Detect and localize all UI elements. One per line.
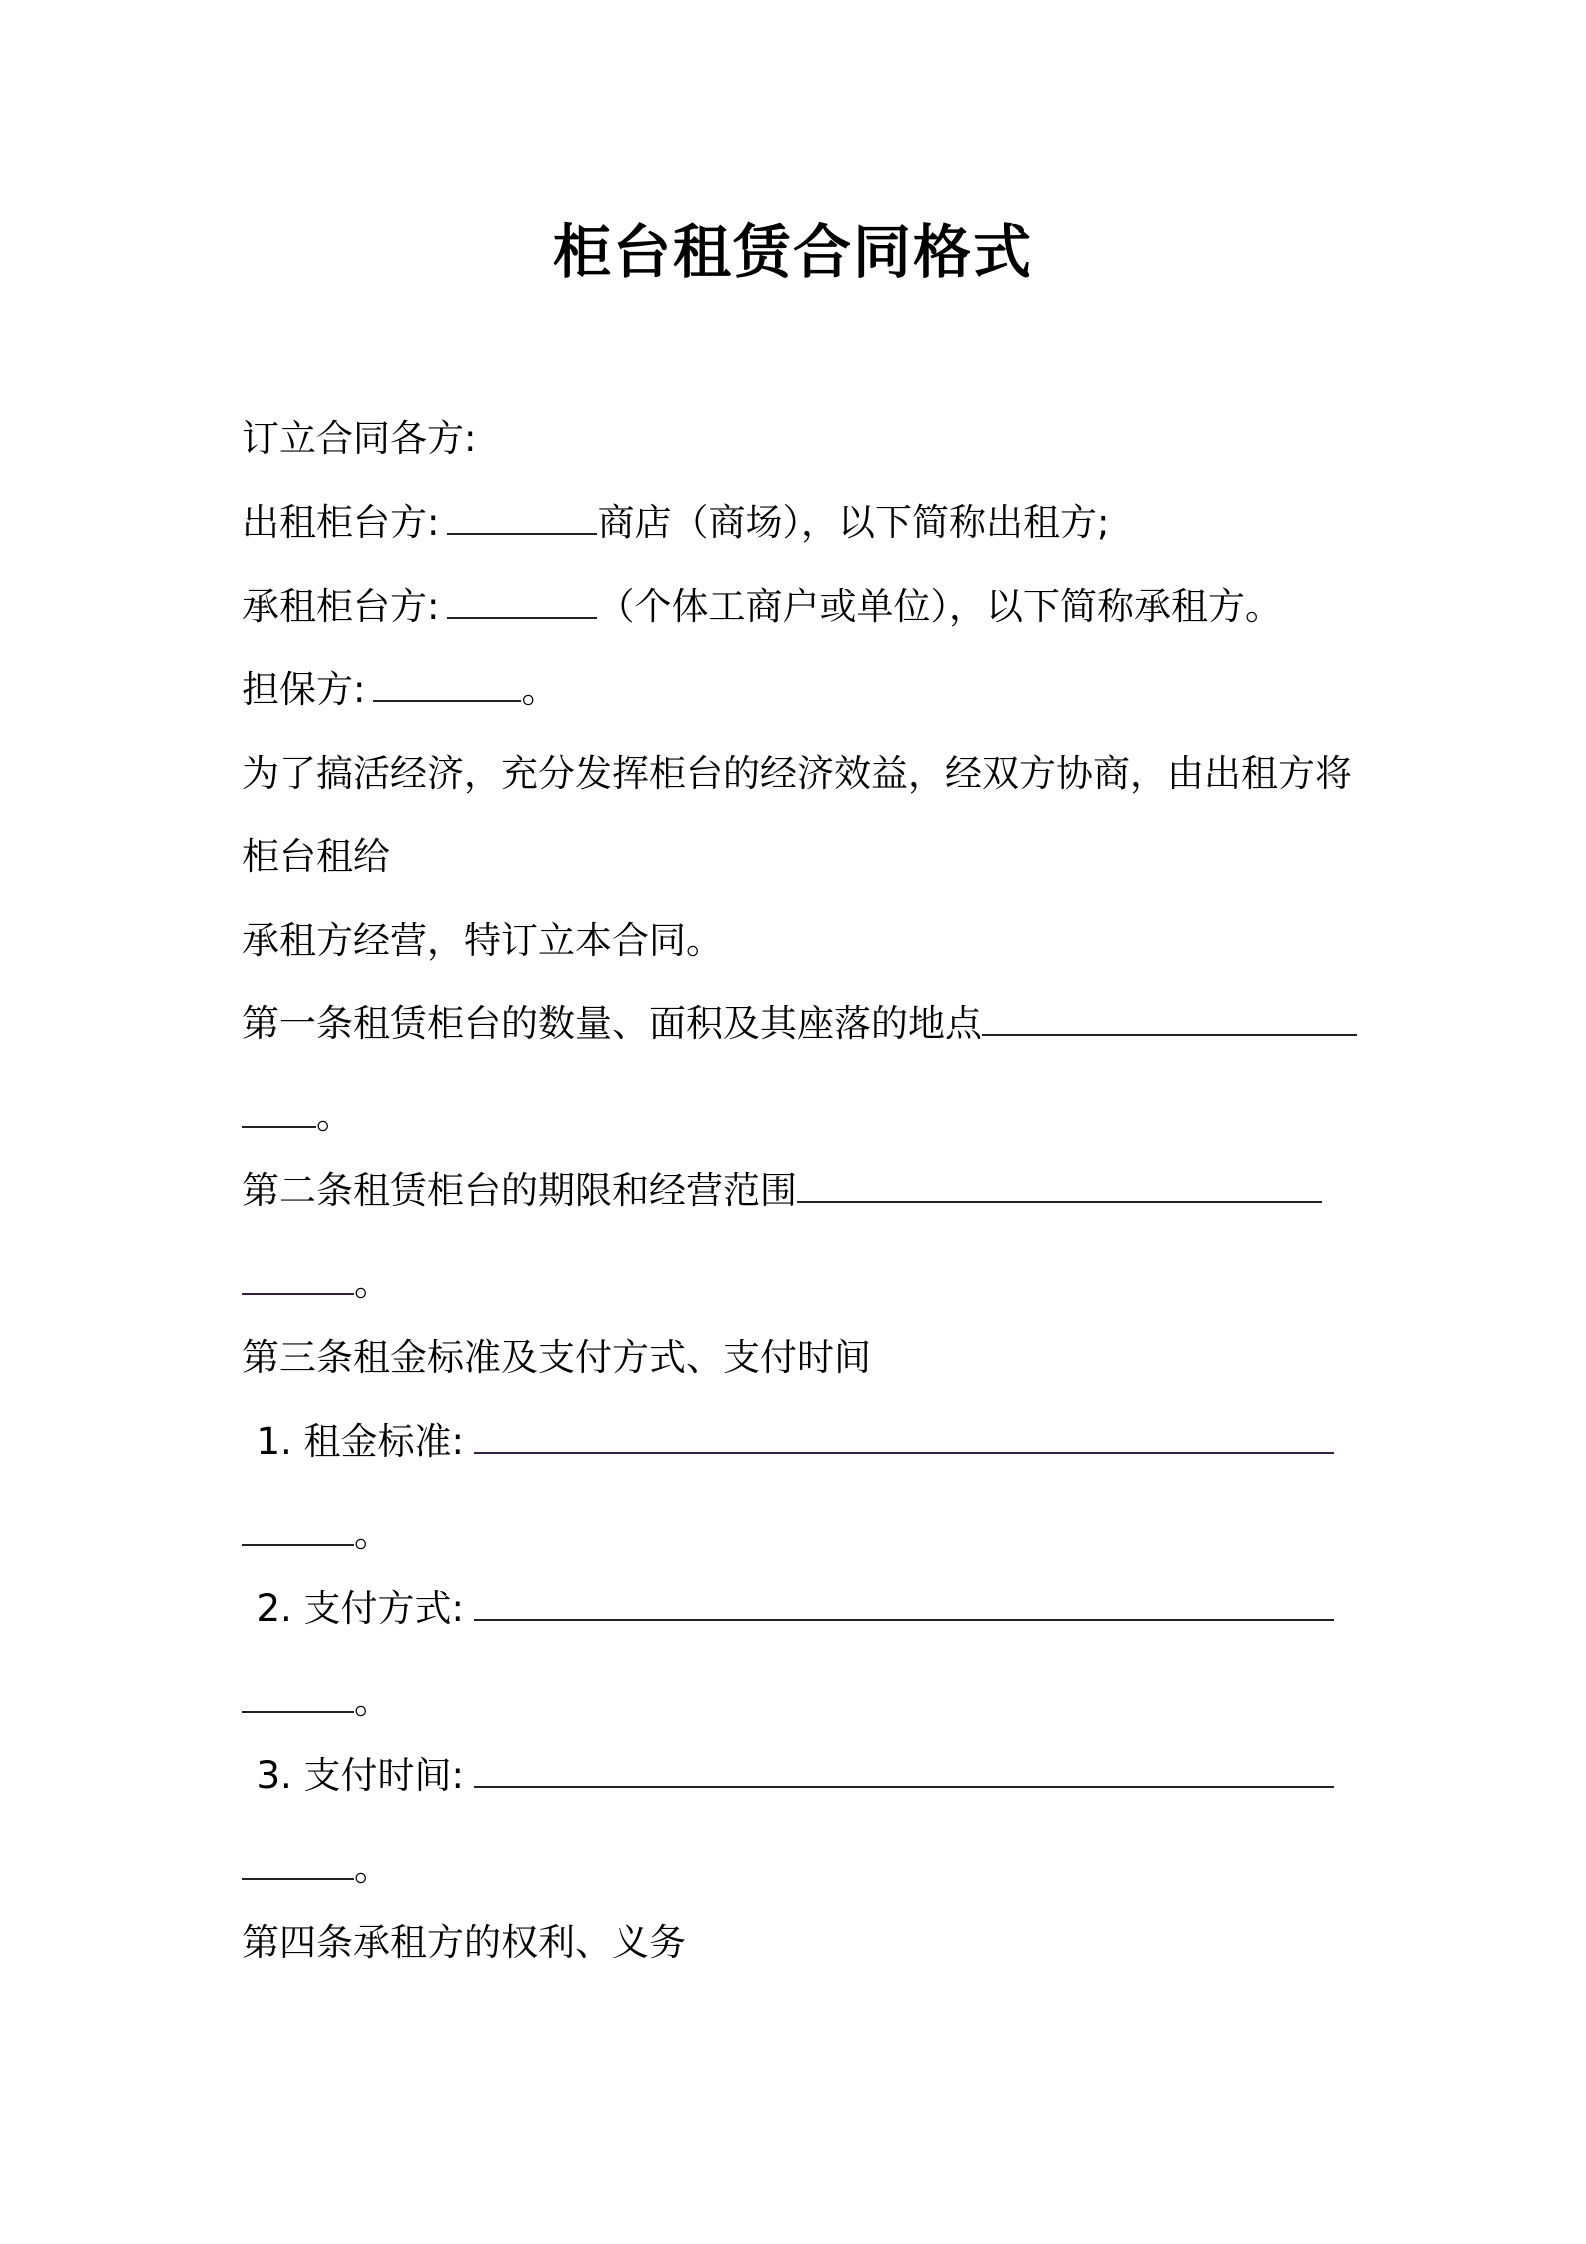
item-3-number: 3 — [256, 1754, 280, 1797]
lessee-line — [242, 583, 1352, 631]
guarantor-label: 担保方: — [242, 668, 366, 711]
item-3-continuation — [242, 1844, 1352, 1892]
preamble-line-1: 为了搞活经济，充分发挥柜台的经济效益，经双方协商，由出租方将 — [242, 752, 1352, 795]
guarantor-suffix: 。 — [521, 668, 559, 711]
lessee-blank[interactable] — [447, 583, 597, 619]
article-1-text: 第一条租赁柜台的数量、面积及其座落的地点 — [242, 1002, 982, 1045]
article-2-text: 第二条租赁柜台的期限和经营范围 — [242, 1169, 797, 1212]
item-2-line — [242, 1585, 1352, 1633]
preamble-line-3: 承租方经营，特订立本合同。 — [242, 919, 723, 962]
item-3-period: 。 — [354, 1846, 391, 1889]
lessee-suffix: （个体工商户或单位），以下简称承租方。 — [597, 585, 1282, 628]
guarantor-blank[interactable] — [373, 666, 521, 702]
item-2-blank-cont[interactable] — [242, 1677, 354, 1713]
article-2-blank-cont[interactable] — [242, 1259, 354, 1295]
item-2-label: . 支付方式: — [280, 1587, 464, 1630]
item-1-continuation — [242, 1510, 1352, 1558]
item-2-period: 。 — [354, 1679, 391, 1722]
lessor-blank[interactable] — [447, 499, 597, 535]
item-3-label: . 支付时间: — [280, 1754, 464, 1797]
item-1-blank-cont[interactable] — [242, 1510, 354, 1546]
article-2-period: 。 — [354, 1261, 391, 1304]
item-1-blank[interactable] — [474, 1418, 1334, 1454]
lessor-line — [242, 499, 1352, 547]
article-2-continuation — [242, 1259, 1352, 1307]
article-2-line — [242, 1167, 1352, 1215]
item-3-blank[interactable] — [474, 1752, 1334, 1788]
parties-heading: 订立合同各方: — [242, 417, 477, 460]
item-2-continuation — [242, 1677, 1352, 1725]
lessee-label: 承租柜台方: — [242, 585, 440, 628]
guarantor-line — [242, 666, 1352, 714]
article-1-period: 。 — [316, 1094, 353, 1137]
article-1-blank[interactable] — [982, 1000, 1357, 1036]
item-1-number: 1 — [256, 1420, 280, 1463]
article-2-blank[interactable] — [797, 1167, 1322, 1203]
item-2-number: 2 — [256, 1587, 280, 1630]
preamble-line-2: 柜台租给 — [242, 835, 390, 878]
article-1-blank-cont[interactable] — [242, 1092, 316, 1128]
item-3-line — [242, 1752, 1352, 1800]
article-3-line: 第三条租金标准及支付方式、支付时间 — [242, 1336, 871, 1379]
article-4-line: 第四条承租方的权利、义务 — [242, 1921, 686, 1964]
document-title: 柜台租赁合同格式 — [552, 218, 1033, 286]
item-2-blank[interactable] — [474, 1585, 1334, 1621]
item-1-period: 。 — [354, 1512, 391, 1555]
lessor-label: 出租柜台方: — [242, 501, 440, 544]
article-1-line — [242, 1000, 1352, 1048]
item-3-blank-cont[interactable] — [242, 1844, 354, 1880]
article-1-continuation — [242, 1092, 1352, 1140]
lessor-suffix: 商店（商场），以下简称出租方; — [597, 501, 1110, 544]
item-1-line — [242, 1418, 1352, 1466]
item-1-label: . 租金标准: — [280, 1420, 464, 1463]
